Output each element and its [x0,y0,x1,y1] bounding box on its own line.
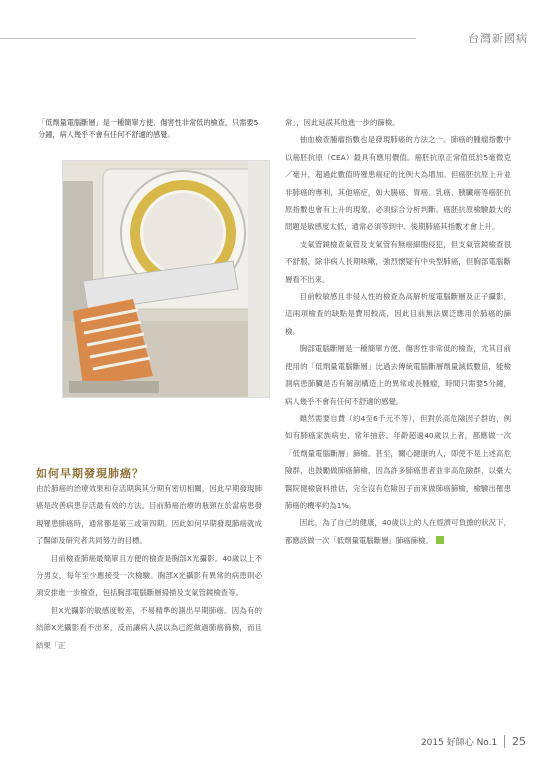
header-rule [0,38,416,39]
paragraph: 雖然需要自費（約4至6千元不等），但對於高危險因子群的，例如有肺癌家族病史、常年抽菸、年齡超過40歲以上者，都應做一次「低劑量電腦斷層」篩檢。甚至，關心健康的人，即使不是上述高危險群，也鼓勵做肺癌篩檢，因為許多肺癌患者並非高危險群，以臺大醫院健檢資料推估，完全沒有危險因子而來做肺癌篩檢，檢驗出罹患肺癌的機率約為1%。 [285,413,511,510]
paragraph-text: 因此，為了自己的健康，40歲以上的人在經濟可負擔的狀況下，都應該做一次「低劑量電腦斷層」肺癌篩檢。 [285,518,511,545]
paragraph: 由於肺癌的治療效果和存活期與其分期有密切相關，因此早期發現肺癌是改善病患存活最有效的方法。目前肺癌治療的瓶頸在於當病患發現罹患肺癌時，通常都是第三或第四期。因此如何早期發現肺癌就成了醫師及研究者共同努力的目標。 [36,484,262,546]
paragraph: 抽血檢查腫瘤指數也是發現肺癌的方法之一。肺癌的腫瘤指數中以癌胚抗原（CEA）最具有應用價值。癌胚抗原正常值低於5毫微克／毫升，超過此數值時罹患癌症的比例大為增加。但癌胚抗原上升並非肺癌的專利，其他癌症，如大腸癌、胃癌、乳癌、胰臟癌等癌胚抗原指數也會有上升的現象，必須綜合分析判斷。癌胚抗原檢驗最大的問題是敏感度太低，通常必須等到中、後期肺癌其指數才會上升。 [285,135,511,232]
photo-caption: 「低劑量電腦斷層」是一種簡單方便、傷害性非常低的檢查，只需要5分鐘，病人幾乎不會有任何不舒適的感覺。 [38,118,259,139]
final-paragraph [285,514,511,549]
ct-scanner-photo [62,160,270,398]
paragraph: 支氣管鏡檢查氣管及支氣管有無癌細胞侵犯，但支氣管鏡檢查很不舒服，除非病人長期咳嗽，強烈懷疑有中央型肺癌，但胸部電腦斷層看不出來。 [285,239,511,284]
section-heading: 如何早期發現肺癌？ [36,467,144,480]
right-column [285,114,511,549]
footer-year: 2015 [420,738,444,748]
paragraph: 常」，因此延誤其他進一步的篩檢。 [285,118,400,127]
end-mark-icon [436,536,444,544]
footer [421,735,526,748]
footer-magazine: 好師心 No.1 [446,738,498,748]
paragraph: 目前檢查肺癌最簡單且方便的檢查是胸部X光攝影。40歲以上不分男女，每年至少應接受一次檢驗。胸部X光攝影有異常的病患則必須安排進一步檢查，包括胸部電腦斷層掃描及支氣管鏡檢查等。 [36,553,262,598]
footer-divider [504,735,505,748]
paragraph: 胸部電腦斷層是一種簡單方便、傷害性非常低的檢查，尤其目前使用的「低劑量電腦斷層」比過去傳統電腦斷層劑量減低數倍，能檢測病患肺臟是否有解剖構造上的異常或長腫瘤，時間只需要5分鐘，病人幾乎不會有任何不舒適的感覺。 [285,344,511,406]
page-number: 25 [512,735,526,748]
paragraph: 但X光攝影的敏感度較差，不易精準的測出早期肺癌。因為有的結節X光攝影看不出來，反而讓病人誤以為已經做過肺癌篩檢，而且結果「正 [36,605,262,650]
section-title: 台灣新國病 [468,32,528,45]
paragraph: 目前較敏感且非侵入性的檢查為高解析度電腦斷層及正子攝影，這兩項檢查的缺點是費用較高，因此目前無法廣泛應用於肺癌的篩檢。 [285,292,511,336]
left-column [36,480,262,654]
